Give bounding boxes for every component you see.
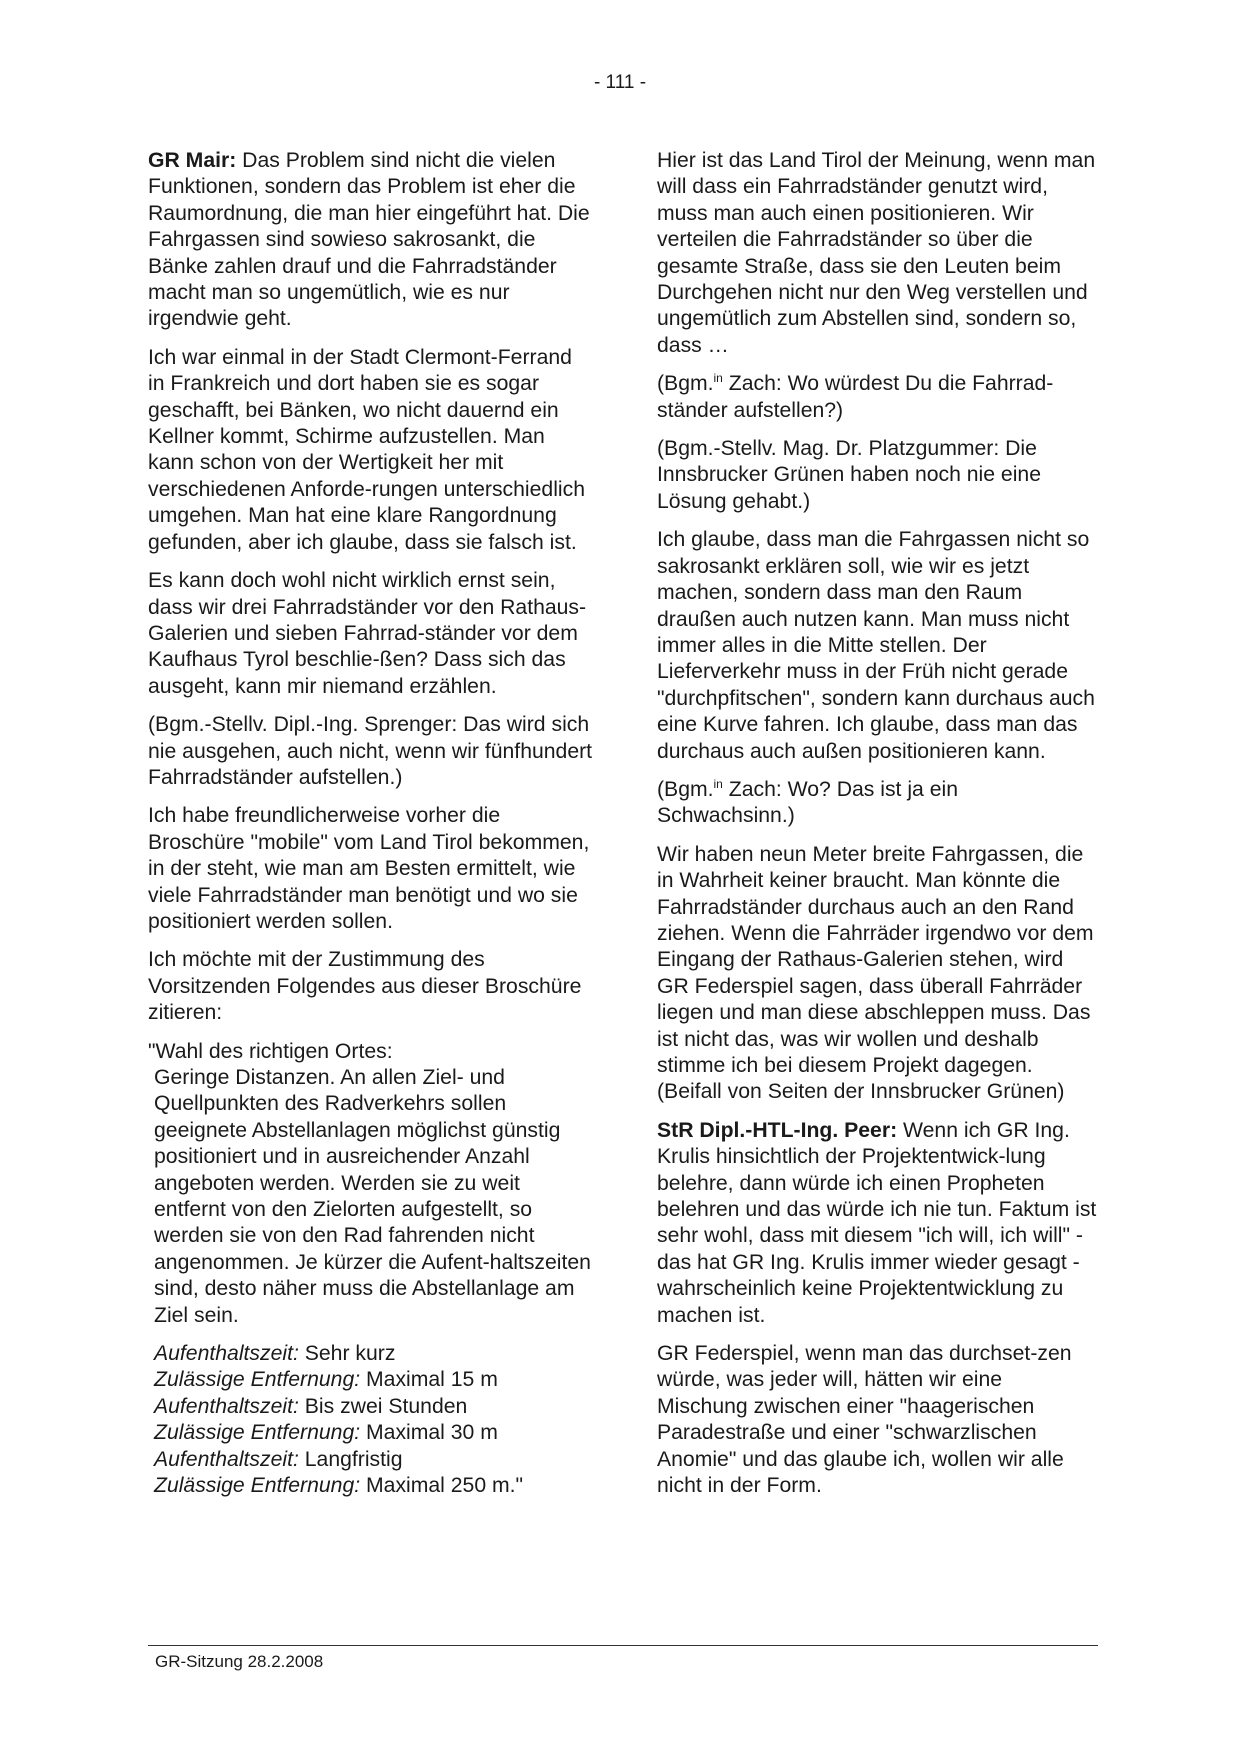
quote-body: Geringe Distanzen. An allen Ziel- und Quellpunkten des Radverkehrs sollen geeignete Abstellanlagen möglichst günstig positioniert und in ausreichender Anzahl angeboten werden. Werden sie zu weit entfernt von den Zielorten aufgestellt, so werden sie von den Rad fahrenden nicht angenommen. Je kürzer die Aufent-haltszeiten sind, desto näher muss die Abstellanlage am Ziel sein. bbox=[154, 1066, 591, 1327]
paragraph-gr-mair bbox=[148, 148, 593, 333]
interjection: (Bgm.$^{in}$ Zach: Wo würdest Du die Fahrrad-ständer aufstellen?) bbox=[657, 371, 1054, 422]
field-row: Zulässige Entfernung: Maximal 250 m." bbox=[154, 1474, 524, 1498]
field-row: Zulässige Entfernung: Maximal 15 m bbox=[154, 1368, 498, 1392]
paragraph-str-peer bbox=[657, 1118, 1097, 1329]
page-number: - 111 - bbox=[593, 72, 647, 93]
paragraph: GR Federspiel, wenn man das durchset-zen würde, was jeder will, hätten wir eine Mischung zwischen einer "haagerischen Paradestraße und einer "schwarzlischen Anomie" und das glaube ich, wollen wir alle nicht in der Form. bbox=[657, 1342, 1072, 1498]
speaker-name: StR Dipl.-HTL-Ing. Peer: bbox=[657, 1118, 898, 1142]
paragraph-text: Das Problem sind nicht die vielen Funktionen, sondern das Problem ist eher die Raumordnung, die man hier eingeführt hat. Die Fahrgassen sind sowieso sakrosankt, die Bänke zahlen drauf und die Fahrradständer macht man so ungemütlich, wie es nur irgendwie geht. bbox=[148, 149, 590, 331]
paragraph: Ich war einmal in der Stadt Clermont-Ferrand in Frankreich und dort haben sie es sogar geschafft, bei Bänken, wo nicht dauernd ein Kellner kommt, Schirme aufzustellen. Man kann schon von der Wertigkeit her mit verschiedenen Anforde-rungen unterschiedlich umgehen. Man hat eine klare Rangordnung gefunden, aber ich glaube, dass sie falsch ist. bbox=[148, 345, 585, 554]
paragraph: Ich glaube, dass man die Fahrgassen nicht so sakrosankt erklären soll, wie wir es jetzt machen, sondern dass man den Raum draußen auch nutzen kann. Man muss nicht immer alles in die Mitte stellen. Der Lieferverkehr muss in der Früh nicht gerade "durchpfitschen", sondern kann durchaus auch eine Kurve fahren. Ich glaube, dass man das durchaus auch außen positionieren kann. bbox=[657, 528, 1095, 763]
paragraph: Es kann doch wohl nicht wirklich ernst sein, dass wir drei Fahrradständer vor den Rathaus-Galerien und sieben Fahrrad-ständer vor dem Kaufhaus Tyrol beschlie-ßen? Dass sich das ausgeht, kann mir niemand erzählen. bbox=[148, 569, 587, 698]
footer-divider bbox=[148, 1645, 1098, 1646]
field-row: Aufenthaltszeit: Bis zwei Stunden bbox=[154, 1394, 468, 1418]
paragraph-text: Wenn ich GR Ing. Krulis hinsichtlich der Projektentwick-lung belehre, dann würde ich einen Propheten belehren und das würde ich nie tun. Faktum ist sehr wohl, dass mit diesem "ich will, ich will" - das hat GR Ing. Krulis immer wieder gesagt - wahrscheinlich keine Projektentwicklung zu machen ist. bbox=[657, 1118, 1097, 1327]
paragraph: Hier ist das Land Tirol der Meinung, wenn man will dass ein Fahrradständer genutzt wird, muss man auch einen positionieren. Wir verteilen die Fahrradständer so über die gesamte Straße, dass sie den Leuten beim Durchgehen nicht nur den Weg verstellen und ungemütlich zum Abstellen sind, sondern so, dass … bbox=[657, 149, 1096, 357]
paragraph: Ich möchte mit der Zustimmung des Vorsitzenden Folgendes aus dieser Broschüre zitieren: bbox=[148, 948, 582, 1025]
paragraph: Wir haben neun Meter breite Fahrgassen, die in Wahrheit keiner braucht. Man könnte die Fahrradständer durchaus auch an den Rand ziehen. Wenn die Fahrräder irgendwo vor dem Eingang der Rathaus-Galerien stehen, wird GR Federspiel sagen, dass überall Fahrräder liegen und man diese abschleppen muss. Das ist nicht das, was wir wollen und deshalb stimme ich bei diesem Projekt dagegen. (Beifall von Seiten der Innsbrucker Grünen) bbox=[657, 842, 1094, 1104]
paragraph: Ich habe freundlicherweise vorher die Broschüre "mobile" vom Land Tirol bekommen, in der steht, wie man am Besten ermittelt, wie viele Fahrradständer man benötigt und wo sie positioniert werden sollen. bbox=[148, 804, 590, 933]
right-column bbox=[657, 148, 1097, 1512]
interjection: (Bgm.-Stellv. Mag. Dr. Platzgummer: Die Innsbrucker Grünen haben noch nie eine Lösung gehabt.) bbox=[657, 437, 1041, 513]
field-row: Aufenthaltszeit: Langfristig bbox=[154, 1447, 403, 1471]
quote-intro: "Wahl des richtigen Ortes: bbox=[148, 1039, 393, 1063]
left-column bbox=[148, 148, 593, 1500]
speaker-name: GR Mair: bbox=[148, 149, 237, 172]
distance-table bbox=[148, 1341, 593, 1499]
interjection: (Bgm.$^{in}$ Zach: Wo? Das ist ja ein Schwachsinn.) bbox=[657, 776, 958, 828]
interjection: (Bgm.-Stellv. Dipl.-Ing. Sprenger: Das wird sich nie ausgehen, auch nicht, wenn wir fünfhundert Fahrradständer aufstellen.) bbox=[148, 713, 593, 789]
footer-text: GR-Sitzung 28.2.2008 bbox=[155, 1652, 324, 1671]
field-row: Zulässige Entfernung: Maximal 30 m bbox=[154, 1421, 498, 1445]
field-row: Aufenthaltszeit: Sehr kurz bbox=[154, 1342, 396, 1366]
quote-block bbox=[148, 1039, 593, 1329]
